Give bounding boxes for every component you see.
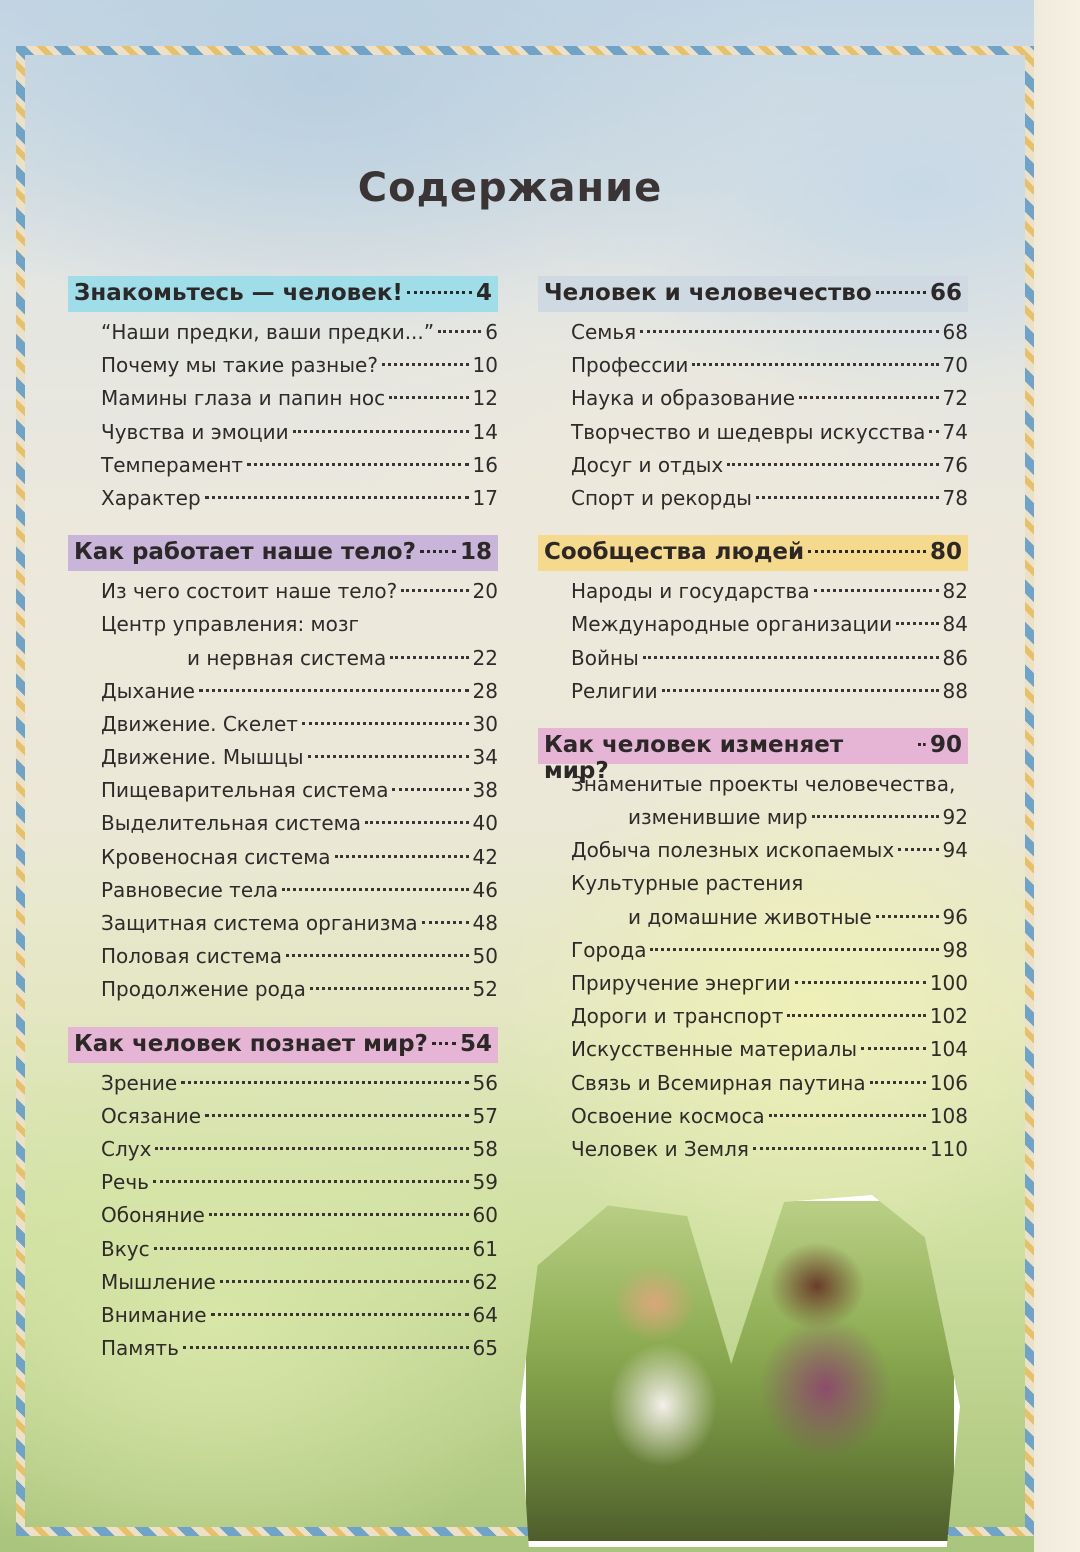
toc-entry[interactable] [101, 316, 498, 349]
section-entries [538, 571, 968, 708]
leader-dots [293, 430, 469, 433]
toc-entry[interactable] [571, 801, 968, 834]
leader-dots [382, 363, 469, 366]
leader-dots [756, 496, 939, 499]
leader-dots [814, 589, 939, 592]
leader-dots [898, 848, 938, 851]
toc-entry[interactable] [571, 1033, 968, 1066]
entry-title: Вкус [101, 1236, 150, 1261]
entry-title: Движение. Скелет [101, 711, 298, 736]
entry-page: 94 [942, 838, 968, 863]
toc-entry[interactable] [101, 973, 498, 1006]
toc-entry[interactable] [101, 416, 498, 449]
leader-dots [861, 1047, 926, 1050]
leader-dots [247, 463, 468, 466]
entry-page: 46 [472, 877, 498, 902]
leader-dots [302, 722, 469, 725]
entry-page: 59 [472, 1170, 498, 1195]
entry-title: Обоняние [101, 1203, 205, 1228]
entry-page: 56 [472, 1070, 498, 1095]
leader-dots [876, 291, 926, 294]
entry-title: Зрение [101, 1070, 178, 1095]
toc-entry[interactable] [571, 834, 968, 867]
section-page: 18 [459, 539, 492, 566]
toc-entry[interactable] [101, 841, 498, 874]
leader-dots [422, 921, 469, 924]
entry-page: 17 [472, 485, 498, 510]
toc-entry[interactable] [101, 575, 498, 608]
leader-dots [432, 1042, 456, 1045]
entry-title: и нервная система [187, 645, 387, 670]
toc-entry[interactable] [101, 1067, 498, 1100]
section-page: 66 [929, 280, 962, 306]
leader-dots [199, 689, 469, 692]
entry-title: Внимание [101, 1302, 207, 1327]
toc-entry[interactable] [571, 1067, 968, 1100]
leader-dots [918, 743, 926, 746]
entry-title: Международные организации [571, 612, 893, 637]
leader-dots [155, 1147, 468, 1150]
entry-title: Семья [571, 320, 637, 344]
entry-title: Выделительная система [101, 811, 361, 836]
leader-dots [390, 656, 468, 659]
leader-dots [282, 888, 468, 891]
toc-entry[interactable] [571, 768, 968, 801]
entry-title: Приручение энергии [571, 971, 791, 995]
entry-page: 38 [472, 778, 498, 803]
entry-page: 78 [942, 485, 968, 510]
toc-section [538, 535, 968, 708]
entry-page: 57 [472, 1103, 498, 1128]
entry-title: Дыхание [101, 678, 195, 703]
section-title: Как человек изменяет мир? [544, 731, 844, 784]
entry-page: 104 [929, 1037, 968, 1062]
entry-title: Из чего состоит наше тело? [101, 579, 398, 604]
entry-title: Мамины глаза и папин нос [101, 386, 386, 411]
leader-dots [650, 948, 938, 951]
entry-page: 42 [472, 844, 498, 869]
toc-entry[interactable] [571, 1000, 968, 1033]
section-page: 80 [929, 539, 962, 566]
entry-page: 74 [942, 419, 968, 444]
toc-column-left [68, 276, 498, 1365]
entry-page: 34 [472, 745, 498, 770]
leader-dots [286, 954, 469, 957]
leader-dots [643, 656, 939, 659]
entry-title: Центр управления: мозг [101, 612, 360, 637]
entry-page: 16 [472, 452, 498, 477]
leader-dots [812, 815, 939, 818]
entry-title: Чувства и эмоции [101, 419, 289, 444]
section-entries [68, 312, 498, 515]
toc-entry[interactable] [571, 675, 968, 708]
toc-entry[interactable] [101, 1266, 498, 1299]
toc-entry[interactable] [571, 608, 968, 641]
section-header[interactable] [68, 1027, 498, 1063]
section-title: Знакомьтесь — человек! [74, 280, 403, 306]
leader-dots [896, 622, 938, 625]
leader-dots [692, 363, 938, 366]
entry-page: 28 [472, 678, 498, 703]
entry-title: Народы и государства [571, 579, 810, 604]
entry-page: 72 [942, 386, 968, 411]
toc-entry[interactable] [571, 416, 968, 449]
toc-entry[interactable] [101, 1133, 498, 1166]
entry-page: 96 [942, 904, 968, 929]
toc-entry[interactable] [101, 741, 498, 774]
toc-entry[interactable] [101, 1332, 498, 1365]
leader-dots [205, 1114, 469, 1117]
leader-dots [335, 855, 469, 858]
entry-title: Речь [101, 1170, 149, 1195]
entry-title: Связь и Всемирная паутина [571, 1070, 866, 1095]
leader-dots [154, 1247, 469, 1250]
entry-page: 68 [942, 320, 968, 344]
entry-page: 82 [942, 579, 968, 604]
entry-page: 50 [472, 944, 498, 969]
entry-title: Искусственные материалы [571, 1037, 858, 1062]
entry-title: Защитная система организма [101, 911, 418, 935]
entry-page: 61 [472, 1236, 498, 1261]
entry-title: Дороги и транспорт [571, 1004, 784, 1029]
entry-page: 58 [472, 1136, 498, 1161]
leader-dots [211, 1313, 469, 1316]
entry-page: 100 [929, 971, 968, 995]
entry-page: 62 [472, 1269, 498, 1294]
entry-title: “Наши предки, ваши предки...” [101, 320, 435, 344]
toc-entry[interactable] [101, 907, 498, 940]
entry-title: Память [101, 1336, 179, 1361]
leader-dots [365, 821, 469, 824]
entry-title: Характер [101, 485, 201, 510]
entry-page: 60 [472, 1203, 498, 1228]
section-entries [68, 1063, 498, 1366]
leader-dots [662, 689, 939, 692]
toc-section [68, 1027, 498, 1366]
toc-entry[interactable] [101, 807, 498, 840]
entry-page: 6 [485, 320, 498, 344]
entry-page: 14 [472, 419, 498, 444]
toc-entry[interactable] [101, 940, 498, 973]
leader-dots [401, 589, 468, 592]
entry-page: 48 [472, 911, 498, 935]
entry-title: Слух [101, 1136, 152, 1161]
leader-dots [795, 981, 926, 984]
entry-page: 106 [929, 1070, 968, 1095]
section-title: Как человек познает мир? [74, 1030, 428, 1057]
entry-page: 22 [472, 645, 498, 670]
toc-entry[interactable] [101, 708, 498, 741]
entry-title: Кровеносная система [101, 844, 331, 869]
entry-title: Продолжение рода [101, 977, 306, 1002]
entry-page: 76 [942, 452, 968, 477]
section-entries [538, 312, 968, 515]
toc-entry[interactable] [571, 967, 968, 1000]
section-page: 90 [929, 731, 962, 758]
toc-entry[interactable] [101, 1299, 498, 1332]
leader-dots [438, 330, 481, 333]
toc-section [68, 535, 498, 1006]
section-title: Как работает наше тело? [74, 539, 416, 566]
entry-page: 110 [929, 1136, 968, 1161]
toc-entry[interactable] [101, 1166, 498, 1199]
page-edge [1034, 0, 1080, 1552]
leader-dots [876, 915, 939, 918]
leader-dots [205, 496, 469, 499]
page-title: Содержание [357, 165, 663, 211]
entry-page: 30 [472, 711, 498, 736]
entry-title: Освоение космоса [571, 1103, 765, 1128]
leader-dots [392, 788, 468, 791]
entry-page: 40 [472, 811, 498, 836]
leader-dots [220, 1280, 469, 1283]
toc-entry[interactable] [101, 1100, 498, 1133]
leader-dots [308, 755, 469, 758]
toc-entry[interactable] [571, 867, 968, 900]
entry-page: 108 [929, 1103, 968, 1128]
toc-entry[interactable] [571, 934, 968, 967]
leader-dots [787, 1014, 925, 1017]
leader-dots [870, 1081, 926, 1084]
entry-title: Почему мы такие разные? [101, 353, 378, 378]
toc-entry[interactable] [571, 449, 968, 482]
entry-title: изменившие мир [628, 805, 808, 830]
leader-dots [181, 1081, 468, 1084]
entry-page: 10 [472, 353, 498, 378]
toc-column-right [538, 276, 968, 1166]
entry-page: 12 [472, 386, 498, 411]
toc-entry[interactable] [101, 449, 498, 482]
entry-page: 84 [942, 612, 968, 637]
entry-title: Профессии [571, 353, 689, 378]
leader-dots [420, 550, 456, 553]
section-page: 4 [475, 280, 492, 306]
leader-dots [407, 291, 472, 294]
leader-dots [640, 330, 938, 333]
leader-dots [799, 396, 939, 399]
toc-entry[interactable] [101, 774, 498, 807]
entry-title: Движение. Мышцы [101, 745, 304, 770]
entry-page: 102 [929, 1004, 968, 1029]
entry-title: Досуг и отдых [571, 452, 724, 477]
entry-page: 65 [472, 1336, 498, 1361]
toc-entry[interactable] [571, 1133, 968, 1166]
section-title: Человек и человечество [544, 280, 872, 306]
leader-dots [769, 1114, 926, 1117]
entry-title: и домашние животные [628, 904, 872, 929]
leader-dots [310, 987, 469, 990]
entry-title: Половая система [101, 944, 283, 969]
toc-entry[interactable] [571, 316, 968, 349]
section-header[interactable] [538, 276, 968, 312]
entry-title: Войны [571, 645, 639, 670]
leader-dots [929, 430, 938, 433]
entry-title: Пищеварительная система [101, 778, 389, 803]
section-page: 54 [459, 1030, 492, 1057]
leader-dots [153, 1180, 469, 1183]
entry-title: Спорт и рекорды [571, 485, 752, 510]
entry-title: Темперамент [101, 452, 244, 477]
leader-dots [753, 1147, 926, 1150]
leader-dots [727, 463, 938, 466]
entry-page: 20 [472, 579, 498, 604]
entry-page: 88 [942, 678, 968, 703]
section-header[interactable] [68, 276, 498, 312]
toc-entry[interactable] [101, 1199, 498, 1232]
entry-title: Творчество и шедевры искусства [571, 419, 926, 444]
toc-entry[interactable] [571, 349, 968, 382]
toc-entry[interactable] [571, 901, 968, 934]
leader-dots [808, 550, 926, 553]
toc-entry[interactable] [101, 642, 498, 675]
section-entries [68, 571, 498, 1006]
toc-entry[interactable] [571, 382, 968, 415]
section-header[interactable] [538, 535, 968, 571]
toc-entry[interactable] [101, 349, 498, 382]
entry-page: 64 [472, 1302, 498, 1327]
toc-entry[interactable] [101, 1233, 498, 1266]
entry-title: Равновесие тела [101, 877, 279, 902]
toc-entry[interactable] [101, 874, 498, 907]
leader-dots [209, 1213, 469, 1216]
toc-entry[interactable] [101, 382, 498, 415]
entry-page: 98 [942, 937, 968, 962]
entry-page: 92 [942, 805, 968, 830]
toc-entry[interactable] [571, 482, 968, 515]
entry-title: Города [571, 937, 647, 962]
toc-entry[interactable] [101, 482, 498, 515]
entry-title: Добыча полезных ископаемых [571, 838, 895, 863]
entry-page: 86 [942, 645, 968, 670]
toc-section [538, 276, 968, 515]
children-planting-photo [520, 1195, 960, 1547]
toc-section [68, 276, 498, 515]
toc-section [538, 728, 968, 1166]
entry-page: 52 [472, 977, 498, 1002]
leader-dots [183, 1346, 469, 1349]
toc-entry[interactable] [101, 675, 498, 708]
entry-page: 70 [942, 353, 968, 378]
entry-title: Культурные растения [571, 871, 804, 896]
toc-entry[interactable] [101, 608, 498, 641]
entry-title: Знаменитые проекты человечества, [571, 771, 956, 796]
toc-entry[interactable] [571, 575, 968, 608]
section-title: Сообщества людей [544, 539, 805, 566]
toc-entry[interactable] [571, 642, 968, 675]
entry-title: Мышление [101, 1269, 216, 1294]
entry-title: Осязание [101, 1103, 202, 1128]
entry-title: Религии [571, 678, 658, 703]
entry-title: Человек и Земля [571, 1136, 749, 1161]
leader-dots [389, 396, 468, 399]
section-entries [538, 764, 968, 1166]
toc-entry[interactable] [571, 1100, 968, 1133]
entry-title: Наука и образование [571, 386, 795, 411]
section-header[interactable] [68, 535, 498, 571]
